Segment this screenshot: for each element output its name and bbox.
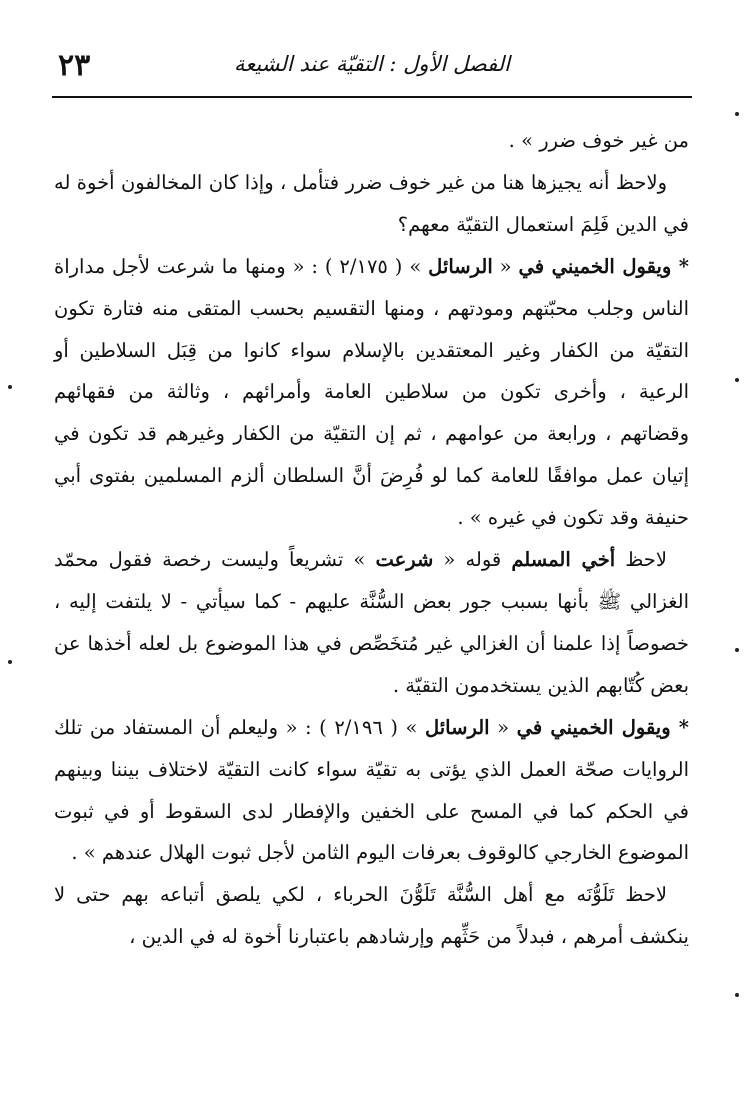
paragraph-1 bbox=[54, 120, 689, 162]
quote-intro: ويقول الخميني في bbox=[516, 715, 671, 739]
paragraph-3-quote bbox=[54, 246, 689, 539]
emphasis: أخي المسلم bbox=[511, 548, 616, 572]
text-run: قوله « bbox=[433, 548, 512, 572]
text-run: ولاحظ أنه يجيزها هنا من غير خوف ضرر فتأمل ، وإذا كان المخالفون أخوة له في الدين فَلِمَ استعمال التقيّة معهم؟ bbox=[54, 170, 689, 236]
text-run: » ( ٢/١٩٦ ) : « وليعلم أن المستفاد من تلك الروايات صحّة العمل الذي يؤتى به تقيّة سواء كانت التقيّة لاختلاف بيننا وبينهم في الحكم كما في المسح على الخفين والإفطار لدى السقوط أو في ثبوت الموضوع الخارجي كالوقوف بعرفات اليوم الثامن لأجل ثبوت الهلال عندهم » . bbox=[54, 715, 689, 865]
paragraph-4 bbox=[54, 539, 689, 707]
text-run: « bbox=[492, 254, 519, 278]
paragraph-2 bbox=[54, 162, 689, 246]
quote-intro: ويقول الخميني في bbox=[518, 254, 672, 278]
paragraph-5-quote bbox=[54, 707, 689, 875]
text-run: » ( ٢/١٧٥ ) : « ومنها ما شرعت لأجل مداراة الناس وجلب محبّتهم ومودتهم ، ومنها التقسيم بحسب المتقى منه فتارة تكون التقيّة من الكفار وغير المعتقدين بالإسلام سواء كانوا من قِبَل السلاطين أو الرعية ، وأخرى تكون من سلاطين العامة وأمرائهم ، وثالثة من فقهائهم وقضاتهم ، ورابعة من عوامهم ، ثم إن التقيّة من الكفار وغيرهم قد تكون في إتيان عمل موافقًا للعامة كما لو فُرِضَ أنَّ السلطان ألزم المسلمين بفتوى أبي حنيفة وقد تكون في غيره » . bbox=[54, 254, 689, 530]
running-title: الفصل الأول : التقيّة عند الشيعة bbox=[233, 52, 510, 76]
text-run: لاحظ bbox=[615, 548, 667, 572]
asterisk-marker: * bbox=[670, 715, 689, 739]
scan-speck bbox=[735, 648, 739, 652]
scan-speck bbox=[735, 112, 739, 116]
scan-speck bbox=[8, 660, 12, 664]
text-run: لاحظ تَلَوُّنَه مع أهل السُّنَّة تَلَوُّنَ الحرباء ، لكي يلصق أتباعه بهم حتى لا ينكشف أمرهم ، فبدلاً من حَثِّهم وإرشادهم باعتبارنا أخوة له في الدين ، bbox=[54, 883, 689, 949]
paragraph-6 bbox=[54, 874, 689, 958]
body-text bbox=[54, 120, 689, 958]
scan-speck bbox=[735, 993, 739, 997]
text-run: « bbox=[489, 715, 517, 739]
page-number: ٢٣ bbox=[58, 48, 91, 83]
scan-speck bbox=[8, 385, 12, 389]
book-title: الرسائل bbox=[428, 254, 493, 278]
scan-speck bbox=[735, 378, 739, 382]
text-run: من غير خوف ضرر » . bbox=[508, 129, 689, 152]
asterisk-marker: * bbox=[671, 254, 689, 278]
page-header bbox=[52, 40, 692, 98]
emphasis: شرعت bbox=[375, 548, 434, 572]
text-run: » تشريعاً وليست رخصة فقول محمّد الغزالي ﷺ بأنها بسبب جور بعض السُّنَّة عليهم - كما سيأتي - لا يلتفت إليه ، خصوصاً إذا علمنا أن الغزالي غير مُتخَصِّص في هذا الموضوع بل لعله أخذها عن بعض كُتّابهم الذين يستخدمون التقيّة . bbox=[54, 548, 689, 697]
book-title: الرسائل bbox=[424, 715, 490, 739]
